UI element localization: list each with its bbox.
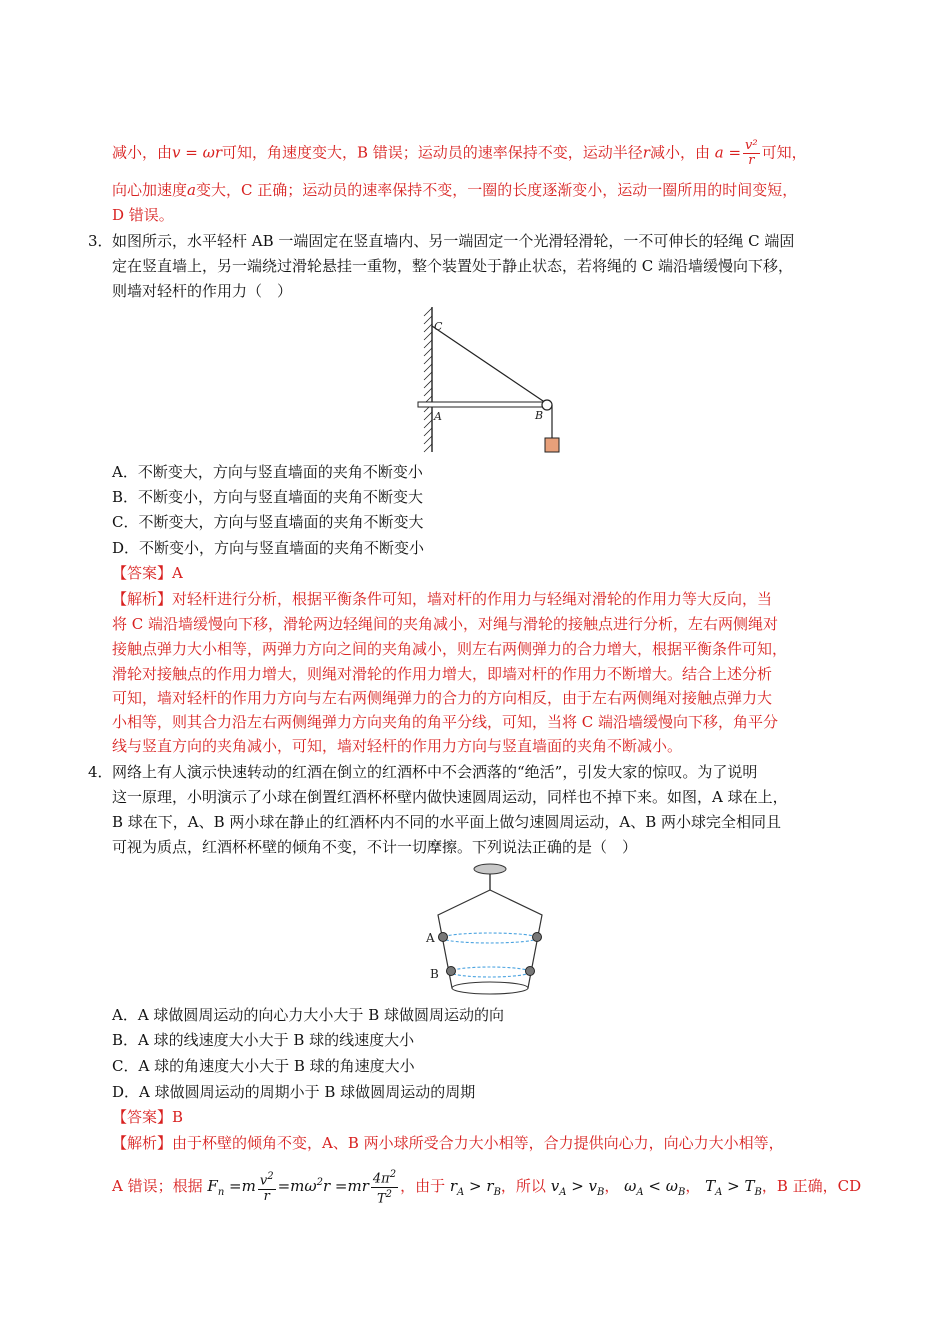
question-4-option-d: D．A 球做圆周运动的周期小于 B 球做圆周运动的周期 bbox=[112, 1083, 476, 1101]
glass-base bbox=[474, 864, 506, 874]
question-4-stem-2: 这一原理，小明演示了小球在倒置红酒杯杯壁内做快速圆周运动，同样也不掉下来。如图，A 球在上， bbox=[112, 788, 788, 806]
question-4-stem-4: 可视为质点，红酒杯杯壁的倾角不变，不计一切摩擦。下列说法正确的是（ ） bbox=[112, 838, 638, 856]
question-4-option-b: B．A 球的线速度大小大于 B 球的线速度大小 bbox=[112, 1031, 415, 1049]
question-4-analysis-2: A 错误；根据 $F_n =m$ $\frac{v^2}{r}$ $=m\omega^2r =mr$ $\frac{4\pi^2}{T^2}$ ，由于 $r_A > r_B$，所以 $v_A > v_B$， $\omega_A < \omega_B$， $T_A > T_B$，B 正确，CD bbox=[112, 1169, 862, 1206]
question-3-number: 3． bbox=[88, 232, 113, 250]
q2-analysis-line-1: 减小，由v = ωr可知，角速度变大，B 错误；运动员的速率保持不变，运动半径r减小，由 a = $\frac{\text{v²}}{r}$ 可知， bbox=[112, 138, 807, 168]
question-3-stem-3: 则墙对轻杆的作用力（ ） bbox=[112, 282, 293, 300]
formula-omega-compare: $\omega_A < \omega_B$ bbox=[624, 1177, 686, 1198]
rope-segment bbox=[432, 326, 546, 403]
fraction-v2-over-r: $\frac{\text{v²}}{r}$ bbox=[745, 138, 758, 168]
question-3-analysis-1: 【解析】对轻杆进行分析，根据平衡条件可知，墙对杆的作用力与轻绳对滑轮的作用力等大反向，当 bbox=[112, 590, 773, 608]
question-3-analysis-6: 小相等，则其合力沿左右两侧绳弹力方向夹角的角平分线，可知，当将 C 端沿墙缓慢向下移，角平分 bbox=[112, 713, 779, 731]
question-3-option-c: C．不断变大，方向与竖直墙面的夹角不断变大 bbox=[112, 513, 424, 531]
question-4-option-a: A．A 球做圆周运动的向心力大小大于 B 球做圆周运动的向 bbox=[112, 1006, 504, 1024]
ball-a-right bbox=[533, 933, 542, 942]
question-3-analysis-7: 线与竖直方向的夹角减小，可知，墙对轻杆的作用力方向与竖直墙面的夹角不断减小。 bbox=[112, 737, 683, 755]
question-4-stem-1: 网络上有人演示快速转动的红酒在倒立的红酒杯中不会洒落的“绝活”，引发大家的惊叹。为了说明 bbox=[112, 763, 758, 781]
pulley-icon bbox=[542, 400, 552, 410]
label-ball-b: B bbox=[430, 967, 439, 981]
weight-block bbox=[545, 438, 559, 452]
orbit-b bbox=[450, 967, 530, 977]
formula-radius-compare: $r_A > r_B$ bbox=[449, 1177, 501, 1198]
q2-analysis-line-3: D 错误。 bbox=[112, 206, 174, 224]
question-4-number: 4． bbox=[88, 763, 113, 781]
wall-hatching bbox=[424, 308, 432, 452]
question-4-stem-3: B 球在下，A、B 两小球在静止的红酒杯内不同的水平面上做匀速圆周运动，A、B 两小球完全相同且 bbox=[112, 813, 782, 831]
ball-b-right bbox=[526, 967, 535, 976]
ball-a-left bbox=[439, 933, 448, 942]
question-3-analysis-5: 可知，墙对轻杆的作用力方向与左右两侧绳弹力的合力的方向相反，由于左右两侧绳对接触点弹力大 bbox=[112, 689, 773, 707]
q2-analysis-line-2: 向心加速度a变大，C 正确；运动员的速率保持不变，一圈的长度逐渐变小，运动一圈所用的时间变短， bbox=[112, 181, 798, 199]
question-3-option-d: D．不断变小，方向与竖直墙面的夹角不断变小 bbox=[112, 539, 425, 557]
question-4-figure bbox=[420, 860, 560, 1000]
question-3-analysis-2: 将 C 端沿墙缓慢向下移，滑轮两边轻绳间的夹角减小，对绳与滑轮的接触点进行分析，左右两侧绳对 bbox=[112, 615, 779, 633]
label-ball-a: A bbox=[426, 931, 435, 945]
question-3-stem-2: 定在竖直墙上，另一端绕过滑轮悬挂一重物，整个装置处于静止状态，若将绳的 C 端沿墙缓慢向下移， bbox=[112, 257, 794, 275]
formula-centripetal-force: $F_n =m$ $\frac{v^2}{r}$ $=m\omega^2r =mr$ $\frac{4\pi^2}{T^2}$ bbox=[207, 1169, 397, 1206]
question-3-figure bbox=[410, 302, 570, 462]
label-b: B bbox=[535, 409, 544, 422]
orbit-a bbox=[442, 933, 538, 943]
question-4-option-c: C．A 球的角速度大小大于 B 球的角速度大小 bbox=[112, 1057, 415, 1075]
question-3-analysis-4: 滑轮对接触点的作用力增大，则绳对滑轮的作用力增大，即墙对杆的作用力不断增大。结合上述分析 bbox=[112, 665, 773, 683]
question-4-analysis-1: 【解析】由于杯壁的倾角不变，A、B 两小球所受合力大小相等，合力提供向心力，向心力大小相等， bbox=[112, 1134, 784, 1152]
question-3-answer: 【答案】A bbox=[112, 564, 183, 582]
ball-b-left bbox=[447, 967, 456, 976]
light-rod bbox=[418, 402, 546, 407]
question-3-stem-1: 如图所示，水平轻杆 AB 一端固定在竖直墙内、另一端固定一个光滑轻滑轮，一不可伸长的轻绳 C 端固 bbox=[112, 232, 795, 250]
label-a: A bbox=[434, 410, 442, 423]
formula-speed-compare: $v_A > v_B$ bbox=[550, 1177, 605, 1198]
formula-period-compare: $T_A > T_B$ bbox=[705, 1177, 762, 1198]
question-3-option-a: A．不断变大，方向与竖直墙面的夹角不断变小 bbox=[112, 463, 423, 481]
question-4-answer: 【答案】B bbox=[112, 1108, 184, 1126]
glass-rim bbox=[452, 982, 528, 994]
question-3-option-b: B．不断变小，方向与竖直墙面的夹角不断变大 bbox=[112, 488, 424, 506]
question-3-analysis-3: 接触点弹力大小相等，两弹力方向之间的夹角减小，则左右两侧弹力的合力增大，根据平衡条件可知， bbox=[112, 640, 788, 658]
label-c: C bbox=[434, 320, 443, 333]
